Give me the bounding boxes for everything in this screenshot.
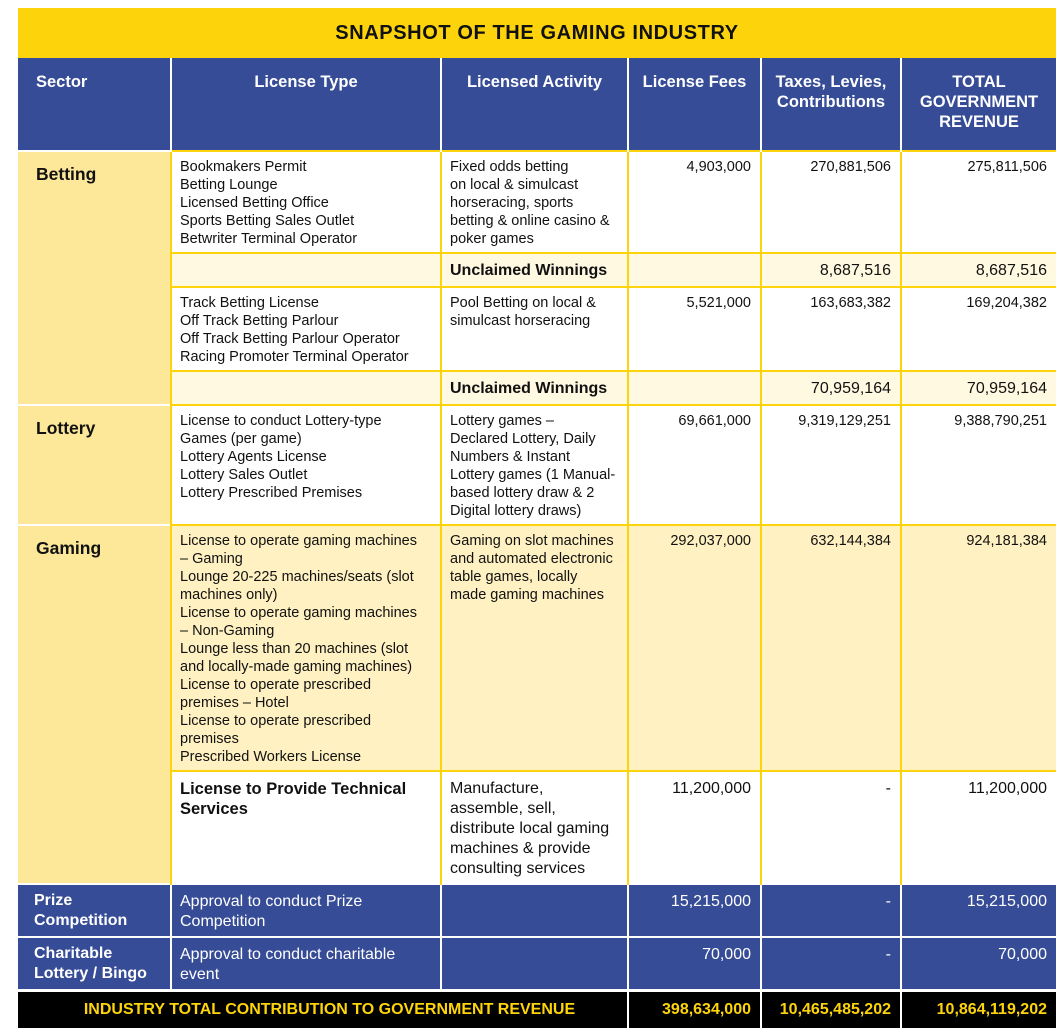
header-taxes: [761, 58, 901, 151]
header-licensed-activity: Licensed Activity: [441, 58, 628, 151]
license-type-line: License to operate gaming machines: [180, 604, 434, 622]
license-type-line: Bookmakers Permit: [180, 158, 434, 176]
license-type-cell: [171, 884, 441, 937]
table-row: [18, 884, 1056, 937]
license-type-line: Betwriter Terminal Operator: [180, 230, 434, 248]
activity-line: Gaming on slot machines: [450, 532, 621, 550]
total-revenue-cell: 9,388,790,251: [901, 405, 1056, 525]
header-total: [901, 58, 1056, 151]
activity-cell: Unclaimed Winnings: [441, 371, 628, 405]
license-type-cell: [171, 937, 441, 991]
license-type-line: premises: [180, 730, 434, 748]
table-row: [18, 771, 1056, 884]
license-type-cell-empty: [171, 371, 441, 405]
license-type-line: License to operate gaming machines: [180, 532, 434, 550]
license-type-line: Lounge less than 20 machines (slot: [180, 640, 434, 658]
total-taxes: 10,465,485,202: [761, 991, 901, 1028]
sector-line: Competition: [34, 911, 170, 931]
license-type-line: License to conduct Lottery-type: [180, 412, 434, 430]
activity-line: Lottery games (1 Manual-: [450, 466, 621, 484]
total-revenue-cell: 70,959,164: [901, 371, 1056, 405]
total-revenue-cell: 924,181,384: [901, 525, 1056, 771]
total-revenue-cell: 275,811,506: [901, 151, 1056, 253]
sector-line: Prize: [34, 891, 170, 911]
header-total-line-2: GOVERNMENT: [902, 92, 1056, 112]
sector-prize-competition: [18, 884, 171, 937]
license-type-line: Licensed Betting Office: [180, 194, 434, 212]
sector-charitable-lottery-bingo: [18, 937, 171, 991]
activity-line: Digital lottery draws): [450, 502, 621, 520]
total-revenue-cell: 11,200,000: [901, 771, 1056, 884]
license-type-line: Lottery Sales Outlet: [180, 466, 434, 484]
header-row: [18, 58, 1056, 151]
license-type-line: Services: [180, 799, 434, 819]
table-row: [18, 151, 1056, 253]
table-row: [18, 371, 1056, 405]
activity-line: Pool Betting on local &: [450, 294, 621, 312]
activity-line: made gaming machines: [450, 586, 621, 604]
license-type-line: and locally-made gaming machines): [180, 658, 434, 676]
license-type-line: License to operate prescribed: [180, 712, 434, 730]
activity-line: on local & simulcast: [450, 176, 621, 194]
activity-cell-empty: [441, 884, 628, 937]
license-type-line: Lottery Agents License: [180, 448, 434, 466]
license-type-line: Racing Promoter Terminal Operator: [180, 348, 434, 366]
table-row: [18, 253, 1056, 287]
license-type-line: – Gaming: [180, 550, 434, 568]
license-type-line: machines only): [180, 586, 434, 604]
table-row: [18, 287, 1056, 371]
total-row: [18, 991, 1056, 1028]
license-fees-cell: 15,215,000: [628, 884, 761, 937]
total-revenue-cell: 70,000: [901, 937, 1056, 991]
taxes-cell: 270,881,506: [761, 151, 901, 253]
total-revenue-cell: 8,687,516: [901, 253, 1056, 287]
gaming-industry-table: [18, 58, 1056, 1028]
activity-line: Declared Lottery, Daily: [450, 430, 621, 448]
activity-line: simulcast horseracing: [450, 312, 621, 330]
license-fees-cell-empty: [628, 253, 761, 287]
activity-line: distribute local gaming: [450, 819, 621, 839]
taxes-cell: 163,683,382: [761, 287, 901, 371]
header-sector: Sector: [18, 58, 171, 151]
activity-line: horseracing, sports: [450, 194, 621, 212]
license-fees-cell: 11,200,000: [628, 771, 761, 884]
activity-line: Numbers & Instant: [450, 448, 621, 466]
header-license-type: License Type: [171, 58, 441, 151]
activity-line: Fixed odds betting: [450, 158, 621, 176]
taxes-cell: -: [761, 884, 901, 937]
license-fees-cell: 292,037,000: [628, 525, 761, 771]
license-type-line: – Non-Gaming: [180, 622, 434, 640]
table-row: [18, 405, 1056, 525]
activity-cell: [441, 405, 628, 525]
table-title: SNAPSHOT OF THE GAMING INDUSTRY: [18, 8, 1056, 58]
license-type-line: Lottery Prescribed Premises: [180, 484, 434, 502]
activity-line: Lottery games –: [450, 412, 621, 430]
header-total-line-1: TOTAL: [902, 72, 1056, 92]
activity-line: based lottery draw & 2: [450, 484, 621, 502]
sector-gaming: Gaming: [18, 525, 171, 884]
sector-line: Lottery / Bingo: [34, 964, 170, 984]
activity-line: Manufacture,: [450, 779, 621, 799]
license-fees-cell: 69,661,000: [628, 405, 761, 525]
license-type-line: Approval to conduct Prize: [180, 892, 434, 912]
license-type-line: Games (per game): [180, 430, 434, 448]
taxes-cell: 632,144,384: [761, 525, 901, 771]
license-type-line: Prescribed Workers License: [180, 748, 434, 766]
activity-line: assemble, sell,: [450, 799, 621, 819]
license-type-line: License to operate prescribed: [180, 676, 434, 694]
activity-line: and automated electronic: [450, 550, 621, 568]
activity-cell: [441, 525, 628, 771]
activity-line: consulting services: [450, 859, 621, 879]
activity-cell: [441, 287, 628, 371]
header-total-line-3: REVENUE: [902, 112, 1056, 132]
license-type-line: Track Betting License: [180, 294, 434, 312]
license-type-line: Off Track Betting Parlour: [180, 312, 434, 330]
activity-cell: Unclaimed Winnings: [441, 253, 628, 287]
license-type-cell: [171, 771, 441, 884]
license-fees-cell: 70,000: [628, 937, 761, 991]
license-type-line: Competition: [180, 912, 434, 932]
table-row: [18, 525, 1056, 771]
taxes-cell: -: [761, 937, 901, 991]
license-type-cell-empty: [171, 253, 441, 287]
total-government-revenue: 10,864,119,202: [901, 991, 1056, 1028]
total-label: INDUSTRY TOTAL CONTRIBUTION TO GOVERNMENT REVENUE: [18, 991, 628, 1028]
license-type-line: Sports Betting Sales Outlet: [180, 212, 434, 230]
activity-line: betting & online casino &: [450, 212, 621, 230]
sector-line: Charitable: [34, 944, 170, 964]
activity-line: machines & provide: [450, 839, 621, 859]
activity-line: table games, locally: [450, 568, 621, 586]
total-revenue-cell: 169,204,382: [901, 287, 1056, 371]
header-taxes-line-1: Taxes, Levies,: [762, 72, 900, 92]
license-type-line: premises – Hotel: [180, 694, 434, 712]
license-type-cell: [171, 151, 441, 253]
license-fees-cell-empty: [628, 371, 761, 405]
license-type-cell: [171, 287, 441, 371]
activity-cell: [441, 151, 628, 253]
license-type-line: event: [180, 965, 434, 985]
license-fees-cell: 5,521,000: [628, 287, 761, 371]
total-revenue-cell: 15,215,000: [901, 884, 1056, 937]
license-type-line: Approval to conduct charitable: [180, 945, 434, 965]
taxes-cell: -: [761, 771, 901, 884]
activity-line: poker games: [450, 230, 621, 248]
activity-cell: [441, 771, 628, 884]
taxes-cell: 8,687,516: [761, 253, 901, 287]
license-type-cell: [171, 525, 441, 771]
taxes-cell: 70,959,164: [761, 371, 901, 405]
license-type-line: License to Provide Technical: [180, 779, 434, 799]
header-license-fees: License Fees: [628, 58, 761, 151]
license-fees-cell: 4,903,000: [628, 151, 761, 253]
license-type-cell: [171, 405, 441, 525]
license-type-line: Lounge 20-225 machines/seats (slot: [180, 568, 434, 586]
total-license-fees: 398,634,000: [628, 991, 761, 1028]
activity-cell-empty: [441, 937, 628, 991]
table-row: [18, 937, 1056, 991]
sector-betting: Betting: [18, 151, 171, 405]
license-type-line: Betting Lounge: [180, 176, 434, 194]
header-taxes-line-2: Contributions: [762, 92, 900, 112]
sector-lottery: Lottery: [18, 405, 171, 525]
taxes-cell: 9,319,129,251: [761, 405, 901, 525]
license-type-line: Off Track Betting Parlour Operator: [180, 330, 434, 348]
